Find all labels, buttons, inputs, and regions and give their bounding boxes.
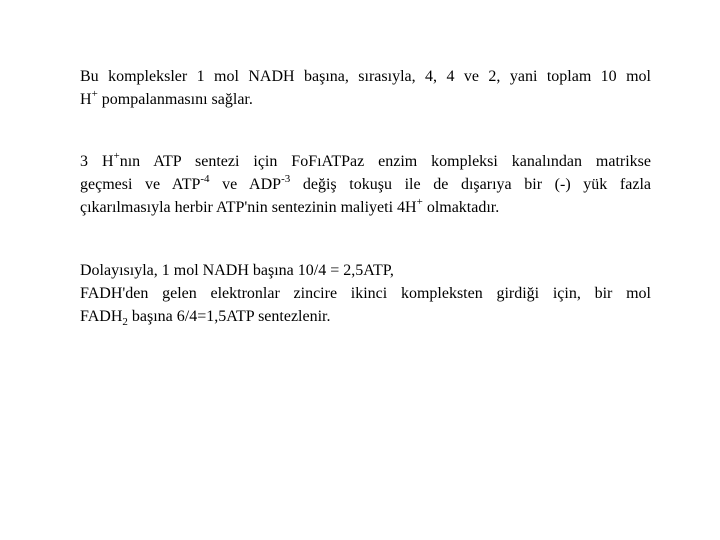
superscript: + (113, 149, 120, 162)
paragraph-line (80, 259, 651, 282)
paragraph-nadh-proton-pumping (80, 65, 651, 111)
superscript: + (416, 195, 423, 208)
paragraph-atp-yield (80, 259, 651, 328)
superscript: -4 (200, 172, 210, 185)
text-segment: 3 H (80, 153, 114, 170)
text-segment: Dolayısıyla, 1 mol NADH başına 10/4 = 2,5ATP, (80, 262, 394, 279)
paragraph-line (80, 88, 651, 111)
text-segment: pompalanmasını sağlar. (97, 91, 253, 108)
superscript: + (91, 87, 98, 100)
paragraph-line (80, 282, 651, 305)
text-segment: çıkarılmasıyla herbir ATP'nin sentezinin maliyeti 4H (80, 199, 417, 216)
text-segment: H (80, 91, 92, 108)
paragraph-line (80, 173, 651, 196)
text-segment: başına 6/4=1,5ATP sentezlenir. (127, 308, 331, 325)
text-segment: geçmesi ve ATP (80, 176, 201, 193)
text-segment: olmaktadır. (422, 199, 500, 216)
paragraph-atp-synthase-cost (80, 150, 651, 219)
text-segment: değiş tokuşu ile de dışarıya bir (-) yük fazla (290, 176, 652, 193)
superscript: -3 (281, 172, 291, 185)
paragraph-line (80, 305, 651, 328)
paragraph-line (80, 65, 651, 88)
text-segment: ve ADP (209, 176, 282, 193)
paragraph-line (80, 196, 651, 219)
subscript: 2 (122, 316, 128, 329)
text-segment: FADH (80, 308, 123, 325)
text-segment: FADH'den gelen elektronlar zincire ikinci kompleksten girdiği için, bir mol (80, 285, 651, 302)
paragraph-line (80, 150, 651, 173)
text-segment: Bu kompleksler 1 mol NADH başına, sırasıyla, 4, 4 ve 2, yani toplam 10 mol (80, 68, 651, 85)
text-segment: nın ATP sentezi için FoFıATPaz enzim kompleksi kanalından matrikse (119, 153, 651, 170)
